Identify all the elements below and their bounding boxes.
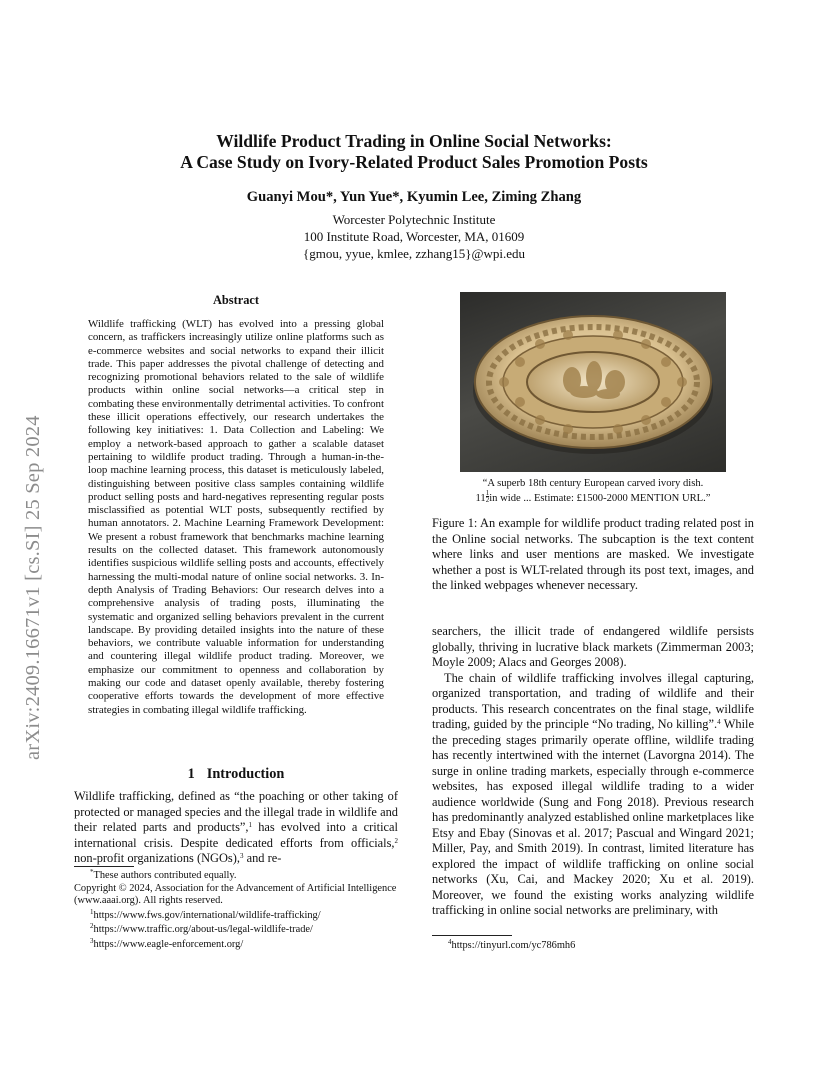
section-number: 1 <box>187 766 195 782</box>
section-title: Introduction <box>206 766 285 782</box>
title-line-2: A Case Study on Ivory-Related Product Sales Promotion Posts <box>180 152 648 172</box>
address: 100 Institute Road, Worcester, MA, 01609 <box>303 229 525 244</box>
figure-1-image <box>460 292 726 472</box>
chain-text-b: While the preceding stages primarily operate offline, wildlife trading has recently intertwined with the internet (Lavorgna 2014). The surge in online trading markets, especially through e-commerce websites, has exposed illegal wildlife trading to a wider audience worldwide (Sung and Fong 2018). Previous research has predominantly analyzed established online marketplaces like Etsy and Ebay (Sinovas et al. 2017; Pascual and Wingard 2021; Miller, Pay, and Smith 2019). In contrast, limited literature has explored the impact of wildlife trafficking on online social networks (Xu, Cai, and Mackey 2020; Xu et al. 2019). Moreover, we found the existing works analyzing wildlife trafficking in online social networks are preliminary, with <box>432 717 754 917</box>
footnote-equal-contribution <box>74 870 398 883</box>
footnote-4-url[interactable]: https://tinyurl.com/yc786mh6 <box>451 940 576 951</box>
footnote-ref-4: 4 <box>717 718 721 726</box>
subcaption-line-1: “A superb 18th century European carved ivory dish. <box>482 478 704 489</box>
abstract-text: Wildlife trafficking (WLT) has evolved into a pressing global concern, as traffickers increasingly utilize online platforms such as e-commerce websites and social networks to expand their illicit trade. This paper addresses the pivotal challenge of detecting and recognizing promotional behaviors related to the sale of wildlife products within online social networks—a critical step in combating these environmentally detrimental activities. To confront these illicit operations effectively, our research undertakes the following key initiatives: 1. Data Collection and Labeling: We employ a network-based approach to gather a scalable dataset pertaining to wildlife product trading. Through a human-in-the-loop machine learning process, this dataset is meticulously labeled, distinguishing between positive class samples containing wildlife product selling posts and hard-negatives representing regular posts misclassified as potential WLT posts, subsequently rectified by human annotators. 2. Machine Learning Framework Development: We present a robust framework that benchmarks machine learning results on the collected dataset. This framework autonomously identifies suspicious wildlife selling posts and accounts, effectively harnessing the multi-modal nature of online social networks. 3. In-depth Analysis of Trading Behaviors: Our research delves into a comprehensive analysis of trading posts, illuminating the systematic and organized selling behaviors prevalent in the current landscape. By providing detailed insights into the nature of these behaviors, we contribute valuable information for understanding and countering illegal wildlife product trading. Moreover, we emphasize our commitment to openness and collaboration by making our code and dataset openly available, thereby fostering cooperative efforts towards the development of more effective strategies in combating illegal wildlife trafficking. <box>88 318 384 716</box>
intro-paragraph <box>74 789 398 867</box>
footnote-3-mark: 3 <box>90 936 94 945</box>
paragraph-wildlife-chain <box>432 671 754 919</box>
emails: {gmou, yyue, kmlee, zzhang15}@wpi.edu <box>303 246 525 261</box>
affiliation <box>74 211 754 262</box>
footnote-star: * <box>90 868 94 876</box>
footnote-3-url[interactable]: https://www.eagle-enforcement.org/ <box>93 938 244 950</box>
section-heading-introduction <box>74 766 398 783</box>
institution: Worcester Polytechnic Institute <box>332 212 496 227</box>
footnotes-left <box>74 870 398 952</box>
footnote-4 <box>432 940 754 953</box>
footnote-ref-2: 2 <box>394 836 398 845</box>
footnote-2 <box>74 924 398 937</box>
footnote-divider-left <box>74 866 134 867</box>
intro-text-d: and re- <box>243 851 282 865</box>
paper-title <box>74 131 754 173</box>
fraction-denominator: 2 <box>485 496 490 505</box>
footnote-1-url[interactable]: https://www.fws.gov/international/wildlife-trafficking/ <box>93 909 321 921</box>
intro-text-c: non-profit organizations (NGOs), <box>74 851 240 865</box>
footnote-1-mark: 1 <box>90 907 94 916</box>
ivory-dish-image-icon <box>460 292 726 472</box>
footnote-4-mark: 4 <box>448 938 452 946</box>
copyright-notice: Copyright © 2024, Association for the Advancement of Artificial Intelligence (www.aaai.org). All rights reserved. <box>74 882 397 907</box>
footnote-equal-text: These authors contributed equally. <box>93 870 237 881</box>
footnote-divider-right <box>432 935 512 936</box>
figure-1-caption: Figure 1: An example for wildlife product trading related post in the Online social networks. The subcaption is the text content where links and user mentions are masked. We investigate whether a post is WLT-related through its post text, images, and the linked webpages whenever necessary. <box>432 516 754 592</box>
abstract-heading: Abstract <box>212 293 260 307</box>
footnote-3 <box>74 936 398 952</box>
figure-1-subcaption <box>432 477 754 505</box>
footnote-1 <box>74 907 398 923</box>
subcaption-line-2 <box>432 490 754 505</box>
footnote-2-url[interactable]: https://www.traffic.org/about-us/legal-wildlife-trade/ <box>93 924 313 936</box>
subcaption-rest: in wide ... Estimate: £1500-2000 MENTION URL.” <box>489 493 711 505</box>
paragraph-continued: searchers, the illicit trade of endangered wildlife persists globally, thriving in lucrative black markets (Zimmerman 2003; Moyle 2009; Alacs and Georges 2008). <box>432 624 754 669</box>
footnote-ref-1: 1 <box>248 821 253 829</box>
footnote-2-mark: 2 <box>90 922 94 931</box>
intro-text-b: has evolved into a critical international crisis. Despite dedicated efforts from officials, <box>74 820 398 850</box>
subcaption-size: 11 <box>475 493 486 505</box>
fraction-numerator: 1 <box>485 489 490 498</box>
arxiv-stamp: arXiv:2409.16671v1 [cs.SI] 25 Sep 2024 <box>22 415 44 760</box>
title-line-1: Wildlife Product Trading in Online Social Networks: <box>216 131 612 151</box>
intro-text-a: Wildlife trafficking, defined as “the poaching or other taking of protected or managed species and the illegal trade in wildlife and their related parts and products”, <box>74 789 398 834</box>
right-column-body <box>432 624 754 919</box>
footnote-ref-3: 3 <box>239 852 244 860</box>
authors: Guanyi Mou*, Yun Yue*, Kyumin Lee, Ziming Zhang <box>246 189 582 205</box>
chain-text-a: The chain of wildlife trafficking involves illegal capturing, organized transportation, and trading of wildlife and their products. This research concentrates on the final stage, wildlife trading, guided by the principle “No trading, No killing”. <box>432 670 754 731</box>
